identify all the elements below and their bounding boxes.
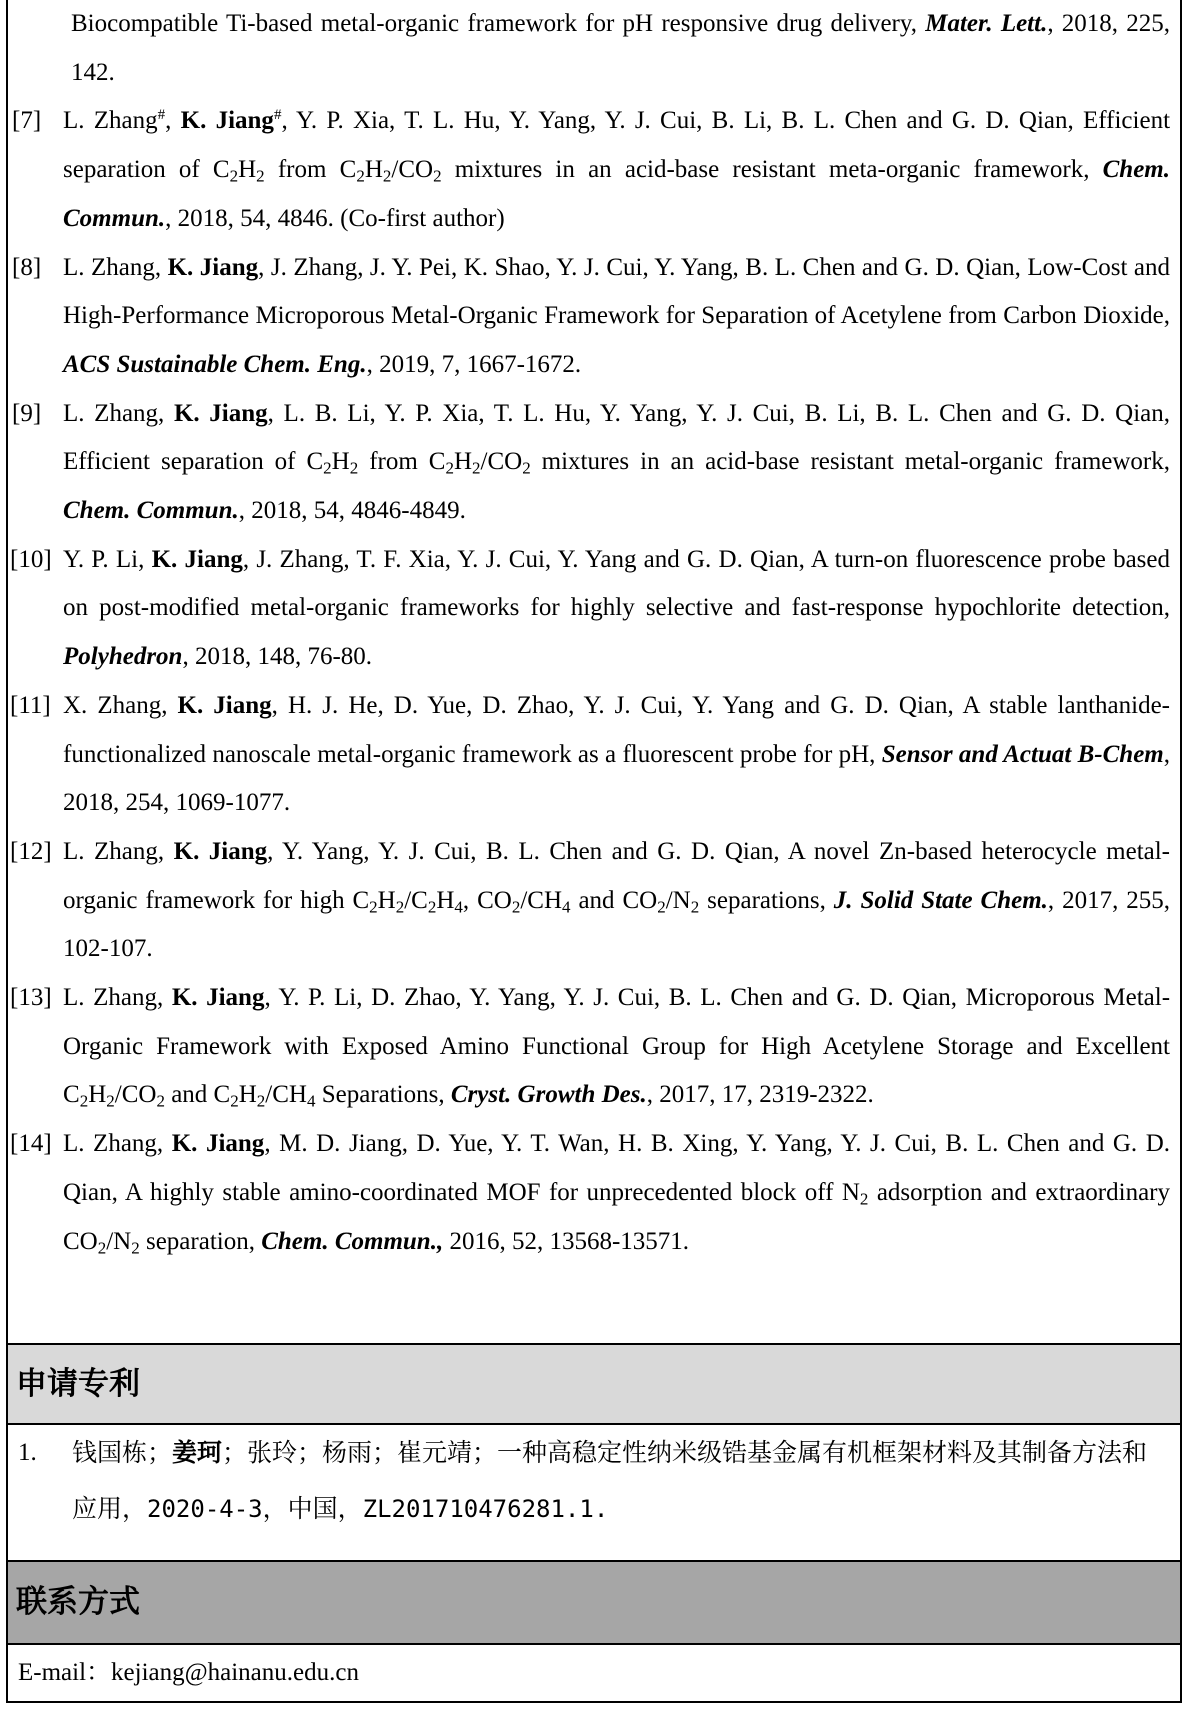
- reference-item-12: [8, 828, 1180, 974]
- formula-text: /N: [665, 886, 691, 914]
- subscript: 2: [349, 458, 359, 478]
- authors-and-title: , Y. P. Li, D. Zhao, Y. Yang, Y. J. Cui, B. L. Chen and G. D. Qian, Microporous Metal-Organic Framework with Exposed Amino Functional Group for High Acetylene Storage and Excellent C: [63, 984, 1171, 1109]
- contact-email-row: [8, 1645, 1180, 1701]
- subscript: 2: [472, 458, 481, 478]
- subscript: 4: [562, 896, 571, 916]
- subscript: 2: [382, 166, 392, 186]
- co-first-mark: #: [157, 107, 166, 124]
- subscript: 2: [229, 166, 239, 186]
- highlighted-author: K. Jiang: [177, 691, 272, 719]
- title-text: mixtures in an acid-base resistant metal-organic framework,: [530, 448, 1170, 476]
- formula-text: /N: [106, 1227, 132, 1255]
- subscript: 2: [657, 896, 666, 916]
- subscript: 2: [445, 458, 454, 478]
- subscript: 2: [427, 896, 437, 916]
- authors-and-title: , Y. Yang, Y. J. Cui, B. L. Chen and G. D. Qian, A novel Zn-based heterocycle metal-organic framework for high C: [63, 837, 1171, 914]
- reference-citation: , 2017, 17, 2319-2322.: [646, 1081, 874, 1109]
- formula-text: H: [331, 448, 350, 476]
- patent-number-id: ZL201710476281.1.: [362, 1495, 609, 1523]
- formula-text: , CO: [462, 886, 512, 914]
- subscript: 4: [454, 896, 463, 916]
- reference-number: [10]: [10, 545, 52, 573]
- authors-and-title: , M. D. Jiang, D. Yue, Y. T. Wan, H. B. Xing, Y. Yang, Y. J. Cui, B. L. Chen and G. D. Qian, A highly stable amino-coordinated MOF for unprecedented block off N: [63, 1130, 1171, 1206]
- authors-and-title: , H. J. He, D. Yue, D. Zhao, Y. J. Cui, Y. Yang and G. D. Qian, A stable lanthanide-functionalized nanoscale metal-organic framework as a fluorescent probe for pH,: [63, 691, 1171, 768]
- title-text: separation,: [139, 1227, 262, 1255]
- title-text: from C: [264, 156, 357, 184]
- reference-item-6-continued: [8, 0, 1180, 97]
- authors-and-title: , J. Zhang, T. F. Xia, Y. J. Cui, Y. Yang and G. D. Qian, A turn-on fluorescence probe based on post-modified metal-organic frameworks for highly selective and fast-response hypochlorite detection,: [63, 545, 1171, 622]
- subscript: 4: [306, 1091, 316, 1111]
- title-text: from C: [358, 448, 446, 476]
- subscript: 2: [433, 166, 442, 186]
- reference-number: [14]: [10, 1130, 52, 1158]
- formula-text: and CO: [570, 886, 658, 914]
- reference-title: Biocompatible Ti-based metal-organic framework for pH responsive drug delivery,: [71, 10, 926, 37]
- subscript: 2: [522, 458, 531, 478]
- co-first-mark: #: [273, 107, 282, 124]
- subscript: 2: [356, 166, 365, 186]
- highlighted-author: K. Jiang: [173, 399, 268, 427]
- patents-section-title: 申请专利: [16, 1366, 140, 1402]
- reference-number: [9]: [12, 399, 42, 427]
- reference-citation: , 2018, 225, 142.: [71, 10, 1170, 86]
- reference-item-13: [8, 974, 1180, 1120]
- reference-citation: , 2018, 54, 4846-4849.: [238, 497, 466, 525]
- formula-text: H: [453, 448, 472, 476]
- formula-text: /C: [404, 886, 428, 914]
- journal-name: Mater. Lett.: [925, 10, 1048, 37]
- highlighted-author: K. Jiang: [171, 984, 265, 1012]
- reference-item-7: [8, 97, 1180, 243]
- reference-item-11: [8, 682, 1180, 828]
- subscript: 2: [131, 1237, 140, 1257]
- patent-date: 2020-4-3: [147, 1495, 263, 1523]
- subscript: 2: [511, 896, 521, 916]
- patent-item-1: [8, 1425, 1180, 1555]
- reference-number: [7]: [12, 107, 42, 135]
- journal-name: Sensor and Actuat B-Chem: [881, 740, 1164, 768]
- journal-name: Chem. Commun.: [63, 156, 1170, 232]
- formula-text: H: [436, 886, 455, 914]
- formula-text: H: [238, 1081, 257, 1109]
- formula-text: /CO: [480, 448, 523, 476]
- formula-text: H: [238, 156, 257, 184]
- authors: Y. P. Li,: [63, 545, 152, 573]
- highlighted-author: K. Jiang: [173, 837, 268, 865]
- reference-item-10: [8, 536, 1180, 682]
- patent-number: 1.: [18, 1439, 37, 1466]
- reference-number: [12]: [10, 837, 52, 865]
- reference-list: [8, 0, 1180, 1343]
- authors: X. Zhang,: [63, 691, 178, 719]
- subscript: 2: [395, 896, 405, 916]
- reference-citation: , 2017, 255, 102-107.: [63, 886, 1171, 963]
- formula-text: and C: [164, 1081, 231, 1109]
- authors: L. Zhang,: [63, 253, 168, 281]
- subscript: 2: [79, 1091, 89, 1111]
- reference-number: [11]: [10, 691, 51, 719]
- reference-item-9: [8, 390, 1180, 536]
- patent-country: ，中国，: [262, 1494, 363, 1523]
- subscript: 2: [690, 896, 700, 916]
- patent-inventors-pre: 钱国栋；: [72, 1438, 173, 1467]
- journal-name: Polyhedron: [63, 643, 183, 671]
- authors: L. Zhang,: [63, 399, 174, 427]
- subscript: 2: [323, 458, 332, 478]
- subscript: 2: [156, 1091, 165, 1111]
- title-text: mixtures in an acid-base resistant meta-organic framework,: [441, 156, 1103, 184]
- subscript: 2: [230, 1091, 239, 1111]
- highlighted-author: K. Jiang: [151, 545, 243, 573]
- reference-citation: , 2018, 254, 1069-1077.: [63, 740, 1170, 817]
- highlighted-inventor: 姜珂: [172, 1438, 223, 1467]
- formula-text: H: [88, 1081, 107, 1109]
- highlighted-author: K. Jiang: [171, 1130, 265, 1158]
- subscript: 2: [859, 1189, 869, 1209]
- reference-citation: , 2019, 7, 1667-1672.: [366, 350, 582, 378]
- subscript: 2: [256, 166, 265, 186]
- journal-name: Chem. Commun.: [63, 497, 239, 525]
- email-label: E-mail：: [18, 1659, 112, 1686]
- formula-text: /CO: [391, 156, 434, 184]
- patents-section-header: [8, 1345, 1180, 1423]
- separator: ,: [165, 107, 181, 135]
- authors: L. Zhang: [63, 107, 158, 135]
- formula-text: H: [377, 886, 396, 914]
- reference-item-14: [8, 1120, 1180, 1266]
- title-text: adsorption and extraordinary CO: [63, 1178, 1170, 1255]
- authors-and-title: , J. Zhang, J. Y. Pei, K. Shao, Y. J. Cui, Y. Yang, B. L. Chen and G. D. Qian, Low-Cost and High-Performance Microporous Metal-Organic Framework for Separation of Acetylene from Carbon Dioxide,: [63, 253, 1170, 330]
- formula-text: /CO: [114, 1081, 157, 1109]
- journal-name: J. Solid State Chem.: [833, 886, 1048, 914]
- journal-name: Cryst. Growth Des.: [450, 1081, 647, 1109]
- authors: L. Zhang,: [63, 984, 172, 1012]
- authors: L. Zhang,: [63, 837, 174, 865]
- contact-section-title: 联系方式: [16, 1584, 140, 1620]
- subscript: 2: [256, 1091, 266, 1111]
- formula-text: H: [364, 156, 383, 184]
- journal-name: Chem. Commun.,: [261, 1227, 444, 1255]
- subscript: 2: [106, 1091, 115, 1111]
- contact-section-header: [8, 1562, 1180, 1643]
- formula-text: /CH: [520, 886, 563, 914]
- reference-citation: 2016, 52, 13568-13571.: [443, 1227, 690, 1255]
- reference-number: [8]: [12, 253, 42, 281]
- highlighted-author: K. Jiang: [167, 253, 259, 281]
- authors-and-title: , Y. P. Xia, T. L. Hu, Y. Yang, Y. J. Cui, B. Li, B. L. Chen and G. D. Qian, Efficient separation of C: [63, 107, 1171, 184]
- title-text: Separations,: [315, 1081, 451, 1109]
- reference-number: [13]: [10, 984, 52, 1012]
- highlighted-author: K. Jiang: [180, 107, 274, 135]
- formula-text: /CH: [265, 1081, 307, 1109]
- reference-citation: , 2018, 148, 76-80.: [182, 643, 373, 671]
- reference-item-8: [8, 244, 1180, 390]
- authors: L. Zhang,: [63, 1130, 172, 1158]
- title-text: separations,: [699, 886, 834, 914]
- reference-citation: , 2018, 54, 4846. (Co-first author): [165, 204, 505, 232]
- email-address[interactable]: kejiang@hainanu.edu.cn: [111, 1659, 359, 1686]
- subscript: 2: [97, 1237, 107, 1257]
- journal-name: ACS Sustainable Chem. Eng.: [63, 350, 367, 378]
- subscript: 2: [369, 896, 378, 916]
- patent-description: ；张玲；杨雨；崔元靖；一种高稳定性纳米级锆基金属有机框架材料及其制备方法和应用，: [72, 1438, 1148, 1523]
- authors-and-title: , L. B. Li, Y. P. Xia, T. L. Hu, Y. Yang, Y. J. Cui, B. Li, B. L. Chen and G. D. Qian, Efficient separation of C: [63, 399, 1171, 476]
